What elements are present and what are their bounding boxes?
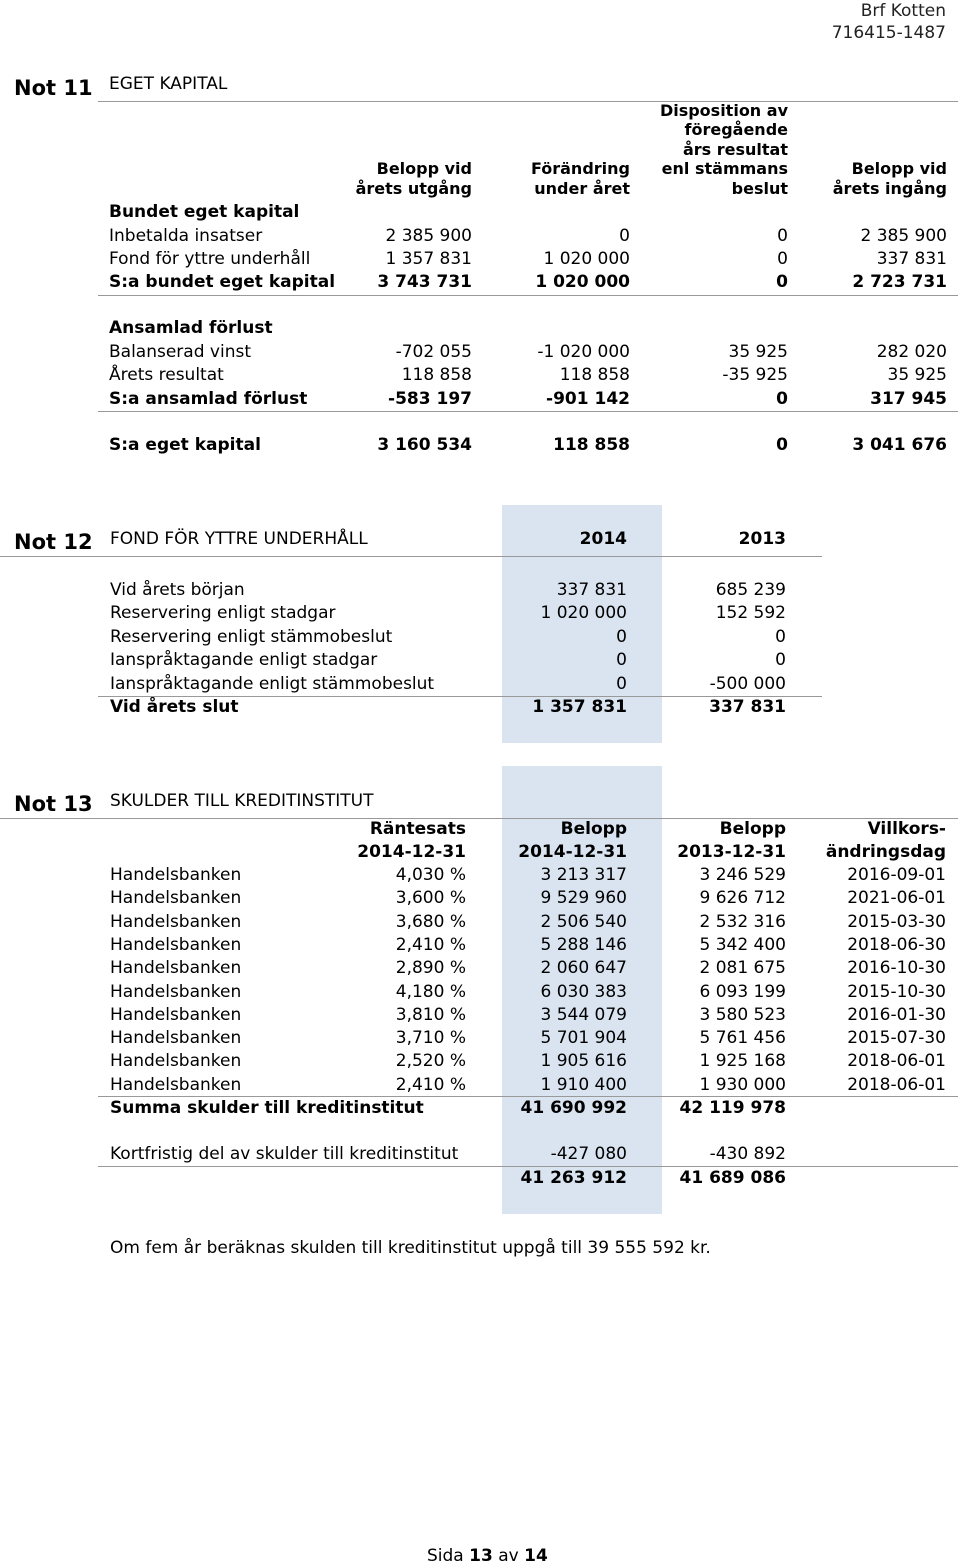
note13-title: SKULDER TILL KREDITINSTITUT bbox=[110, 791, 374, 811]
note13-cell: 1 930 000 bbox=[699, 1074, 786, 1095]
note13-cell: 6 093 199 bbox=[699, 981, 786, 1002]
note13-cell: 5 701 904 bbox=[540, 1028, 627, 1049]
note13-row-label: Handelsbanken bbox=[110, 1028, 242, 1049]
note13-cell: 2018-06-30 bbox=[847, 934, 946, 955]
note11-cell: 0 bbox=[776, 389, 788, 409]
note11-cell: 0 bbox=[777, 249, 788, 269]
note11-col-header: Förändring bbox=[530, 159, 630, 178]
note12-row-label: Vid årets slut bbox=[110, 697, 239, 717]
note13-cell: 1 905 616 bbox=[540, 1051, 627, 1072]
note12-cell: 0 bbox=[616, 626, 627, 647]
note11-cell: 0 bbox=[777, 226, 788, 246]
note11-col-header: årets utgång bbox=[355, 178, 472, 198]
note12-title: FOND FÖR YTTRE UNDERHÅLL bbox=[110, 529, 368, 549]
note13-long-2014: 41 263 912 bbox=[520, 1168, 627, 1188]
note12-divider bbox=[0, 556, 822, 557]
note12-row-label: Vid årets början bbox=[110, 580, 245, 600]
note13-cell: 3,680 % bbox=[395, 911, 466, 932]
note11-cell: -1 020 000 bbox=[537, 342, 630, 362]
note11-cell: 1 357 831 bbox=[385, 249, 472, 269]
note13-col-header: Belopp bbox=[719, 819, 786, 839]
note13-cell: 2018-06-01 bbox=[847, 1074, 946, 1095]
note13-col-header: 2014-12-31 bbox=[357, 842, 466, 862]
org-number: 716415-1487 bbox=[831, 23, 946, 43]
note13-cell: 2016-09-01 bbox=[847, 865, 946, 885]
note11-cell: 3 041 676 bbox=[852, 435, 947, 455]
note13-cell: 2,410 % bbox=[395, 1074, 466, 1095]
note13-cell: 4,180 % bbox=[395, 981, 466, 1002]
note11-row-label: Fond för yttre underhåll bbox=[109, 249, 311, 269]
note11-row-label: Ansamlad förlust bbox=[109, 318, 273, 338]
note13-cell: 9 626 712 bbox=[699, 888, 786, 909]
note11-cell: 118 858 bbox=[559, 365, 630, 385]
note12-row-label: Ianspråktagande enligt stämmobeslut bbox=[110, 673, 435, 694]
note13-col-header: Villkors- bbox=[867, 819, 946, 839]
note12-cell: 0 bbox=[775, 626, 786, 647]
note13-cell: 6 030 383 bbox=[540, 981, 627, 1002]
note13-cell: 5 288 146 bbox=[540, 934, 627, 955]
note13-label: Not 13 bbox=[14, 792, 93, 816]
note13-cell: 5 342 400 bbox=[699, 934, 786, 955]
note11-cell: 0 bbox=[619, 226, 630, 246]
note13-row-label: Handelsbanken bbox=[110, 1074, 242, 1095]
note12-cell: 685 239 bbox=[715, 580, 786, 600]
note12-cell: 0 bbox=[775, 650, 786, 671]
note11-cell: 1 020 000 bbox=[543, 249, 630, 269]
page-mid: av bbox=[498, 1546, 519, 1566]
note12-row-label: Reservering enligt stämmobeslut bbox=[110, 626, 393, 647]
note13-row-label: Handelsbanken bbox=[110, 1051, 242, 1072]
note11-col-header: Belopp vid bbox=[851, 159, 947, 178]
note13-divider-sum bbox=[98, 1096, 958, 1097]
note13-cell: 9 529 960 bbox=[540, 888, 627, 909]
note11-cell: 35 925 bbox=[887, 365, 947, 385]
note13-short-2013: -430 892 bbox=[709, 1144, 786, 1164]
note13-cell: 3,600 % bbox=[395, 888, 466, 909]
note11-col-header: under året bbox=[534, 178, 630, 198]
note12-cell: 1 020 000 bbox=[540, 603, 627, 624]
note11-cell: 35 925 bbox=[728, 342, 788, 362]
note13-cell: 2 532 316 bbox=[699, 911, 786, 932]
note13-row-label: Handelsbanken bbox=[110, 888, 242, 909]
note13-cell: 2 081 675 bbox=[699, 958, 786, 979]
note13-cell: 2,890 % bbox=[395, 958, 466, 979]
note13-cell: 2015-03-30 bbox=[847, 911, 946, 932]
note11-col-header: årets ingång bbox=[832, 178, 947, 198]
note11-row-label: Årets resultat bbox=[109, 365, 224, 385]
note13-cell: 2 506 540 bbox=[540, 911, 627, 932]
note11-col-header: enl stämmans bbox=[661, 159, 788, 178]
note11-cell: 282 020 bbox=[876, 342, 947, 362]
note13-cell: 2016-01-30 bbox=[847, 1004, 946, 1025]
note13-cell: 1 925 168 bbox=[699, 1051, 786, 1072]
note13-row-label: Handelsbanken bbox=[110, 934, 242, 955]
note13-short-label: Kortfristig del av skulder till kreditinstitut bbox=[110, 1144, 459, 1164]
note11-cell: 0 bbox=[776, 272, 788, 292]
note13-divider bbox=[0, 818, 958, 819]
note11-cell: 118 858 bbox=[401, 365, 472, 385]
note13-cell: 4,030 % bbox=[395, 865, 466, 885]
note11-divider-ansamlad bbox=[98, 411, 958, 412]
note13-footnote: Om fem år beräknas skulden till kreditinstitut uppgå till 39 555 592 kr. bbox=[110, 1238, 711, 1258]
note11-cell: 337 831 bbox=[876, 249, 947, 269]
note11-label: Not 11 bbox=[14, 76, 93, 100]
note13-row-label: Handelsbanken bbox=[110, 958, 242, 979]
note11-divider bbox=[98, 101, 958, 102]
note11-row-label: S:a bundet eget kapital bbox=[109, 272, 336, 292]
note13-short-2014: -427 080 bbox=[550, 1144, 627, 1164]
org-name: Brf Kotten bbox=[860, 1, 946, 21]
note11-cell: 0 bbox=[776, 435, 788, 455]
note12-row-label: Ianspråktagande enligt stadgar bbox=[110, 650, 378, 671]
note11-col-header: Belopp vid bbox=[376, 159, 472, 178]
note13-cell: 2015-07-30 bbox=[847, 1028, 946, 1049]
note11-cell: 2 385 900 bbox=[385, 226, 472, 246]
note11-cell: 2 385 900 bbox=[860, 226, 947, 246]
note13-cell: 3,810 % bbox=[395, 1004, 466, 1025]
note13-cell: 2021-06-01 bbox=[847, 888, 946, 909]
note13-col-header: 2014-12-31 bbox=[518, 842, 627, 862]
note12-cell: 1 357 831 bbox=[532, 697, 627, 717]
note11-row-label: Inbetalda insatser bbox=[109, 226, 263, 246]
note13-cell: 3 544 079 bbox=[540, 1004, 627, 1025]
note13-cell: 5 761 456 bbox=[699, 1028, 786, 1049]
note13-row-label: Handelsbanken bbox=[110, 865, 242, 885]
note12-cell: -500 000 bbox=[709, 673, 786, 694]
note13-sum-2013: 42 119 978 bbox=[679, 1098, 786, 1118]
note13-row-label: Handelsbanken bbox=[110, 1004, 242, 1025]
note11-row-label: S:a ansamlad förlust bbox=[109, 389, 308, 409]
note12-label: Not 12 bbox=[14, 530, 93, 554]
note12-col-2013: 2013 bbox=[738, 529, 786, 549]
note13-cell: 2018-06-01 bbox=[847, 1051, 946, 1072]
note13-cell: 3,710 % bbox=[395, 1028, 466, 1049]
note12-cell: 152 592 bbox=[715, 603, 786, 624]
note13-cell: 1 910 400 bbox=[540, 1074, 627, 1095]
note11-cell: -35 925 bbox=[722, 365, 788, 385]
page-total: 14 bbox=[524, 1546, 548, 1566]
note11-cell: -702 055 bbox=[395, 342, 472, 362]
note11-title: EGET KAPITAL bbox=[109, 74, 228, 94]
note13-col-header: Räntesats bbox=[369, 819, 466, 839]
note12-cell: 0 bbox=[616, 673, 627, 694]
note13-cell: 2,410 % bbox=[395, 934, 466, 955]
note11-cell: 118 858 bbox=[553, 435, 630, 455]
note11-row-label: Bundet eget kapital bbox=[109, 202, 300, 222]
note12-cell: 0 bbox=[616, 650, 627, 671]
note11-col-header: Disposition av bbox=[659, 100, 788, 120]
note12-col-2014: 2014 bbox=[579, 529, 627, 549]
note13-col-header: 2013-12-31 bbox=[677, 842, 786, 862]
note11-cell: -901 142 bbox=[546, 389, 630, 409]
note11-row-label: S:a eget kapital bbox=[109, 435, 261, 455]
page-footer bbox=[427, 1546, 548, 1566]
note13-cell: 2015-10-30 bbox=[847, 981, 946, 1002]
note13-col-header: ändringsdag bbox=[825, 842, 946, 862]
note11-divider-bundet bbox=[98, 295, 958, 296]
note11-cell: 3 160 534 bbox=[377, 435, 472, 455]
note12-cell: 337 831 bbox=[556, 580, 627, 600]
note13-cell: 3 246 529 bbox=[699, 865, 786, 885]
note13-sum-2014: 41 690 992 bbox=[520, 1098, 627, 1118]
note13-divider-short bbox=[98, 1166, 958, 1167]
note13-sum-label: Summa skulder till kreditinstitut bbox=[110, 1098, 424, 1118]
note11-row-label: Balanserad vinst bbox=[109, 342, 251, 362]
note13-cell: 2,520 % bbox=[395, 1051, 466, 1072]
note11-cell: 317 945 bbox=[870, 389, 947, 409]
note13-cell: 2016-10-30 bbox=[847, 958, 946, 979]
note13-cell: 3 213 317 bbox=[540, 865, 627, 885]
note13-cell: 2 060 647 bbox=[540, 958, 627, 979]
note11-cell: -583 197 bbox=[388, 389, 472, 409]
note12-cell: 337 831 bbox=[709, 697, 786, 717]
note11-cell: 2 723 731 bbox=[852, 272, 947, 292]
note11-col-header: års resultat bbox=[682, 139, 788, 159]
note11-cell: 1 020 000 bbox=[535, 272, 630, 292]
page-prefix: Sida bbox=[427, 1546, 464, 1566]
page-number: 13 bbox=[469, 1546, 493, 1566]
note13-col-header: Belopp bbox=[560, 819, 627, 839]
note13-long-2013: 41 689 086 bbox=[679, 1168, 786, 1188]
note11-col-header: föregående bbox=[684, 120, 788, 139]
note13-row-label: Handelsbanken bbox=[110, 911, 242, 932]
note11-cell: 3 743 731 bbox=[377, 272, 472, 292]
note13-cell: 3 580 523 bbox=[699, 1004, 786, 1025]
note12-divider-total bbox=[98, 696, 822, 697]
note12-row-label: Reservering enligt stadgar bbox=[110, 603, 336, 624]
note13-row-label: Handelsbanken bbox=[110, 981, 242, 1002]
note11-col-header: beslut bbox=[731, 178, 788, 198]
